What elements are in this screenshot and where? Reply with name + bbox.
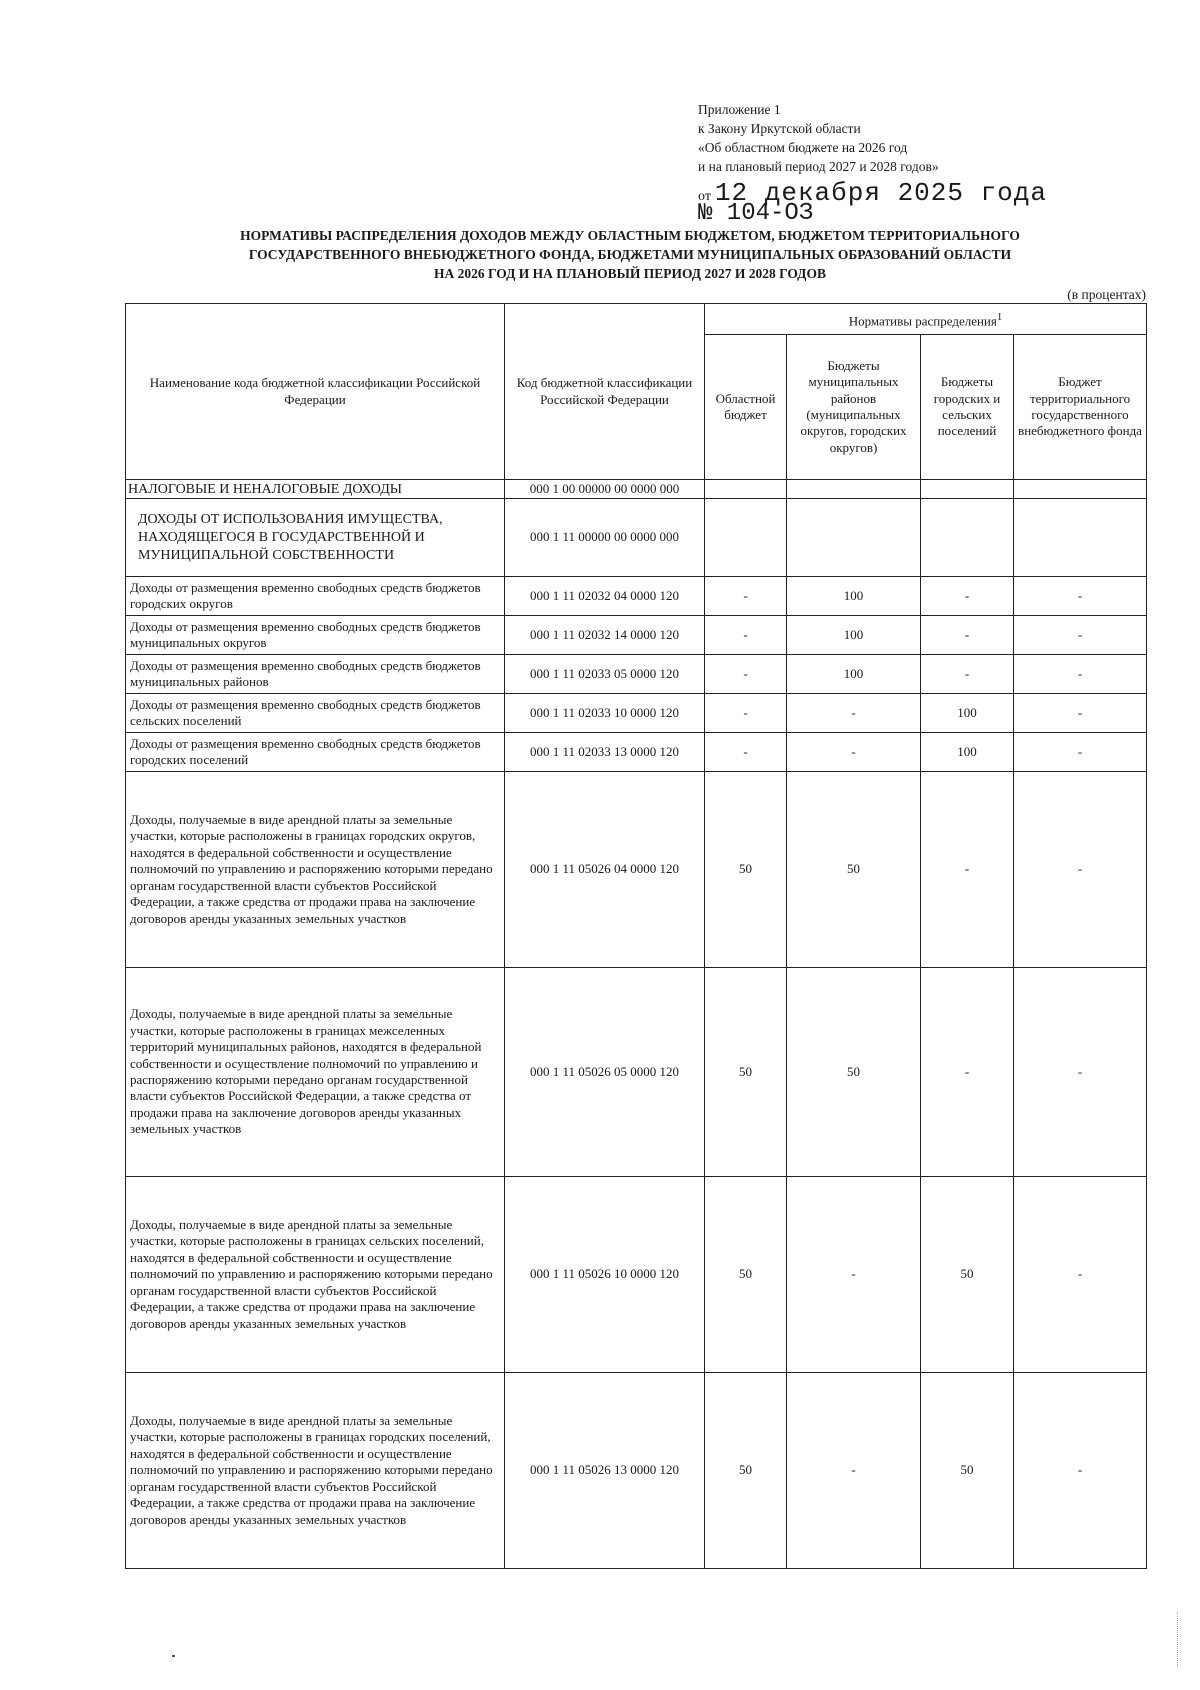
table-row: [126, 577, 1147, 616]
row-name: Доходы от размещения временно свободных средств бюджетов сельских поселений: [126, 694, 505, 733]
document-title: [150, 226, 1110, 283]
row-name: ДОХОДЫ ОТ ИСПОЛЬЗОВАНИЯ ИМУЩЕСТВА, НАХОДЯЩЕГОСЯ В ГОСУДАРСТВЕННОЙ И МУНИЦИПАЛЬНОЙ СОБСТВЕННОСТИ: [126, 499, 505, 577]
row-regional: 50: [705, 1373, 787, 1569]
row-regional: -: [705, 733, 787, 772]
row-settlements: [921, 499, 1014, 577]
row-name: НАЛОГОВЫЕ И НЕНАЛОГОВЫЕ ДОХОДЫ: [126, 480, 505, 499]
row-municipal: -: [787, 1177, 921, 1373]
row-name: Доходы, получаемые в виде арендной платы за земельные участки, которые расположены в границах сельских поселений, находятся в федеральной собственности и осуществление полномочий по управлению и распоряжению которыми передано органам государственной власти субъектов Российской Федерации, а также средства от продажи права на заключение договоров аренды указанных земельных участков: [126, 1177, 505, 1373]
row-fund: -: [1014, 733, 1147, 772]
row-code: 000 1 00 00000 00 0000 000: [505, 480, 705, 499]
header-group: [705, 304, 1147, 335]
header-group-label: Нормативы распределения: [848, 312, 997, 328]
table-row: [126, 616, 1147, 655]
row-municipal: 50: [787, 968, 921, 1177]
table-row: [126, 772, 1147, 968]
date-value: 12 декабря 2025 года: [714, 178, 1047, 208]
row-name: Доходы от размещения временно свободных средств бюджетов муниципальных районов: [126, 655, 505, 694]
table-row: [126, 733, 1147, 772]
row-municipal: 100: [787, 655, 921, 694]
header-name: Наименование кода бюджетной классификации Российской Федерации: [126, 304, 505, 480]
row-code: 000 1 11 02032 04 0000 120: [505, 577, 705, 616]
row-code: 000 1 11 02032 14 0000 120: [505, 616, 705, 655]
table-row: [126, 655, 1147, 694]
row-fund: -: [1014, 1177, 1147, 1373]
units-note: (в процентах): [1067, 287, 1146, 302]
row-settlements: -: [921, 772, 1014, 968]
header-settlements: Бюджеты городских и сельских поселений: [921, 335, 1014, 480]
row-settlements: -: [921, 968, 1014, 1177]
title-line: НОРМАТИВЫ РАСПРЕДЕЛЕНИЯ ДОХОДОВ МЕЖДУ ОБЛАСТНЫМ БЮДЖЕТОМ, БЮДЖЕТОМ ТЕРРИТОРИАЛЬНОГО: [240, 228, 1020, 243]
row-settlements: -: [921, 655, 1014, 694]
row-regional: -: [705, 577, 787, 616]
table-row: [126, 480, 1147, 499]
table-row: [126, 1373, 1147, 1569]
row-settlements: 100: [921, 694, 1014, 733]
row-code: 000 1 11 02033 05 0000 120: [505, 655, 705, 694]
norms-table: [125, 303, 1147, 1569]
row-regional: [705, 480, 787, 499]
row-name: Доходы, получаемые в виде арендной платы за земельные участки, которые расположены в границах межселенных территорий муниципальных районов, находятся в федеральной собственности и осуществление полномочий по управлению и распоряжению которыми передано органам государственной власти субъектов Российской Федерации, а также средства от продажи права на заключение договоров аренды указанных земельных участков: [126, 968, 505, 1177]
row-code: 000 1 11 02033 13 0000 120: [505, 733, 705, 772]
row-settlements: 50: [921, 1177, 1014, 1373]
row-settlements: -: [921, 616, 1014, 655]
appendix-block: [698, 100, 939, 176]
row-fund: [1014, 499, 1147, 577]
row-settlements: 100: [921, 733, 1014, 772]
row-fund: -: [1014, 694, 1147, 733]
row-name: Доходы, получаемые в виде арендной платы за земельные участки, которые расположены в границах городских поселений, находятся в федеральной собственности и осуществление полномочий по управлению и распоряжению которыми передано органам государственной власти субъектов Российской Федерации, а также средства от продажи права на заключение договоров аренды указанных земельных участков: [126, 1373, 505, 1569]
row-fund: -: [1014, 616, 1147, 655]
scan-edge-mark: [1176, 1612, 1178, 1667]
row-settlements: 50: [921, 1373, 1014, 1569]
header-municipal-districts: Бюджеты муниципальных районов (муниципальных округов, городских округов): [787, 335, 921, 480]
row-name: Доходы от размещения временно свободных средств бюджетов городских поселений: [126, 733, 505, 772]
header-regional: Областной бюджет: [705, 335, 787, 480]
row-code: 000 1 11 05026 05 0000 120: [505, 968, 705, 1177]
table-row: [126, 1177, 1147, 1373]
row-code: 000 1 11 05026 10 0000 120: [505, 1177, 705, 1373]
row-settlements: -: [921, 577, 1014, 616]
row-fund: -: [1014, 655, 1147, 694]
title-line: ГОСУДАРСТВЕННОГО ВНЕБЮДЖЕТНОГО ФОНДА, БЮДЖЕТАМИ МУНИЦИПАЛЬНЫХ ОБРАЗОВАНИЙ ОБЛАСТИ: [248, 247, 1012, 262]
row-municipal: 50: [787, 772, 921, 968]
row-code: 000 1 11 02033 10 0000 120: [505, 694, 705, 733]
row-municipal: [787, 499, 921, 577]
row-regional: -: [705, 655, 787, 694]
appendix-line: и на плановый период 2027 и 2028 годов»: [698, 159, 939, 174]
row-code: 000 1 11 05026 13 0000 120: [505, 1373, 705, 1569]
row-fund: [1014, 480, 1147, 499]
scan-speck: [172, 1655, 175, 1657]
row-municipal: -: [787, 1373, 921, 1569]
header-code: Код бюджетной классификации Российской Федерации: [505, 304, 705, 480]
row-code: 000 1 11 00000 00 0000 000: [505, 499, 705, 577]
table-row: [126, 499, 1147, 577]
row-regional: [705, 499, 787, 577]
row-fund: -: [1014, 577, 1147, 616]
row-municipal: [787, 480, 921, 499]
row-fund: -: [1014, 772, 1147, 968]
header-fund: Бюджет территориального государственного внебюджетного фонда: [1014, 335, 1147, 480]
title-line: НА 2026 ГОД И НА ПЛАНОВЫЙ ПЕРИОД 2027 И 2028 ГОДОВ: [434, 266, 826, 281]
row-fund: -: [1014, 968, 1147, 1177]
row-regional: 50: [705, 1177, 787, 1373]
row-code: 000 1 11 05026 04 0000 120: [505, 772, 705, 968]
table-row: [126, 968, 1147, 1177]
table-row: [126, 694, 1147, 733]
row-regional: -: [705, 616, 787, 655]
row-municipal: -: [787, 694, 921, 733]
appendix-line: к Закону Иркутской области: [698, 121, 861, 136]
law-number: № 104-ОЗ: [698, 200, 814, 227]
date-prefix: от: [698, 189, 711, 204]
footnote-mark: 1: [996, 310, 1003, 323]
appendix-line: Приложение 1: [698, 102, 781, 117]
row-regional: 50: [705, 772, 787, 968]
row-name: Доходы от размещения временно свободных средств бюджетов муниципальных округов: [126, 616, 505, 655]
row-name: Доходы от размещения временно свободных средств бюджетов городских округов: [126, 577, 505, 616]
row-settlements: [921, 480, 1014, 499]
row-regional: -: [705, 694, 787, 733]
row-regional: 50: [705, 968, 787, 1177]
row-municipal: -: [787, 733, 921, 772]
row-municipal: 100: [787, 616, 921, 655]
row-name: Доходы, получаемые в виде арендной платы за земельные участки, которые расположены в границах городских округов, находятся в федеральной собственности и осуществление полномочий по управлению и распоряжению которыми передано органам государственной власти субъектов Российской Федерации, а также средства от продажи права на заключение договоров аренды указанных земельных участков: [126, 772, 505, 968]
row-fund: -: [1014, 1373, 1147, 1569]
row-municipal: 100: [787, 577, 921, 616]
appendix-line: «Об областном бюджете на 2026 год: [698, 140, 908, 155]
